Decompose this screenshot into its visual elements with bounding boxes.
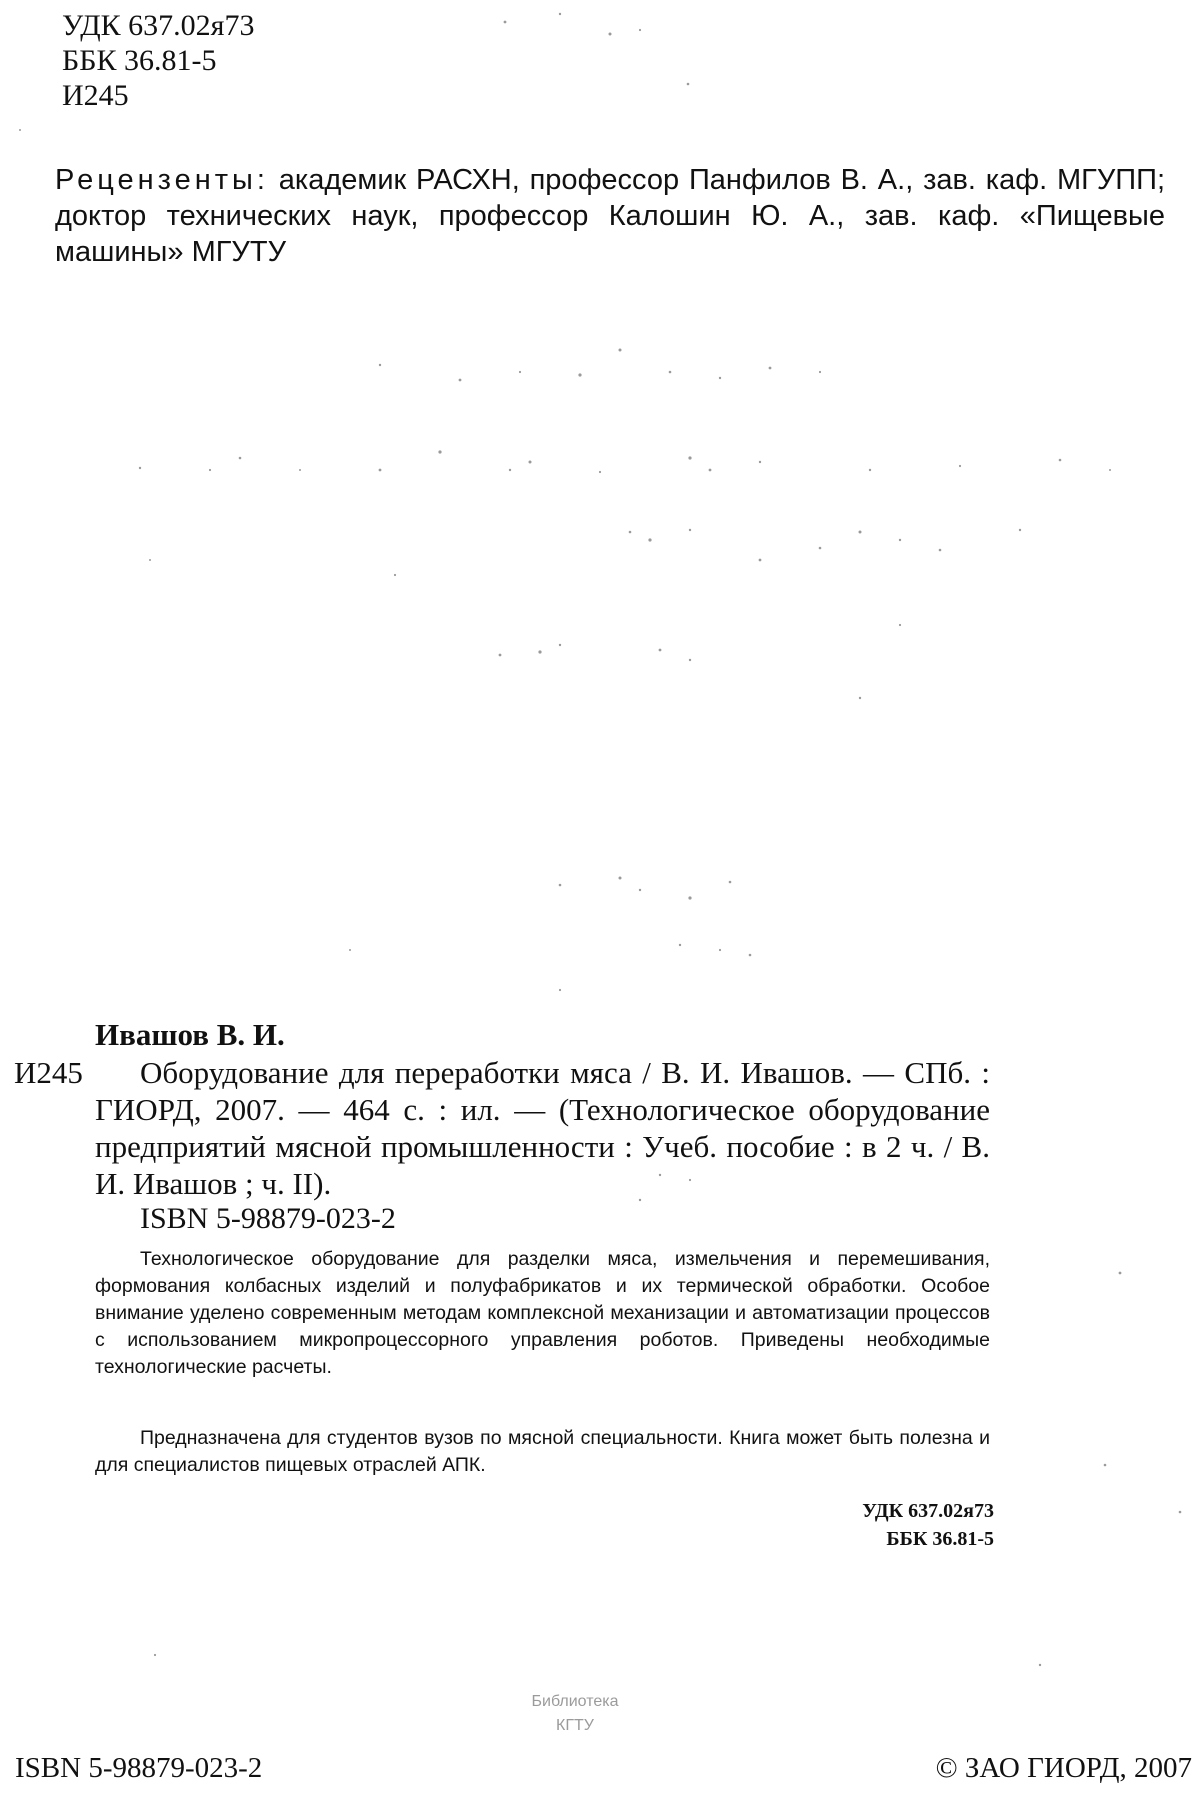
reviewers-paragraph — [55, 162, 1165, 270]
udk-code: УДК 637.02я73 — [62, 8, 254, 43]
top-classification-codes — [62, 8, 254, 113]
annotation-paragraph-1: Технологическое оборудование для разделки мяса, измельчения и перемешивания, формования колбасных изделий и полуфабрикатов и их термической обработки. Особое внимание уделено современным методам комплексной механизации и автоматизации процессов с использованием микропроцессорного управления роботов. Приведены необходимые технологические расчеты. — [95, 1246, 990, 1381]
stamp-line-2: КГТУ — [470, 1714, 680, 1738]
reviewers-label: Рецензенты: — [55, 164, 269, 196]
reviewers-text: академик РАСХН, профессор Панфилов В. А., зав. каф. МГУПП; доктор технических наук, профессор Калошин Ю. А., зав. каф. «Пищевые машины» МГУТУ — [55, 164, 1165, 268]
annotation-paragraph-2: Предназначена для студентов вузов по мясной специальности. Книга может быть полезна и для специалистов пищевых отраслей АПК. — [95, 1425, 990, 1479]
catalog-bbk: ББК 36.81-5 — [862, 1525, 994, 1553]
library-stamp — [470, 1690, 680, 1750]
catalog-author: Ивашов В. И. — [95, 1017, 285, 1053]
catalog-udk: УДК 637.02я73 — [862, 1497, 994, 1525]
footer-copyright: © ЗАО ГИОРД, 2007 — [936, 1752, 1192, 1785]
catalog-classification-codes — [862, 1497, 994, 1553]
bbk-code: ББК 36.81-5 — [62, 43, 254, 78]
stamp-line-1: Библиотека — [470, 1690, 680, 1714]
catalog-isbn: ISBN 5-98879-023-2 — [140, 1202, 396, 1236]
bibliographic-description: Оборудование для переработки мяса / В. И. Ивашов. — СПб. : ГИОРД, 2007. — 464 с. : ил. — (Технологическое оборудование предприятий мясной промышленности : Учеб. пособие : в 2 ч. / В. И. Ивашов ; ч. II). — [95, 1054, 990, 1202]
footer-isbn: ISBN 5-98879-023-2 — [15, 1752, 262, 1785]
catalog-code: И245 — [14, 1055, 83, 1091]
author-sign: И245 — [62, 78, 254, 113]
